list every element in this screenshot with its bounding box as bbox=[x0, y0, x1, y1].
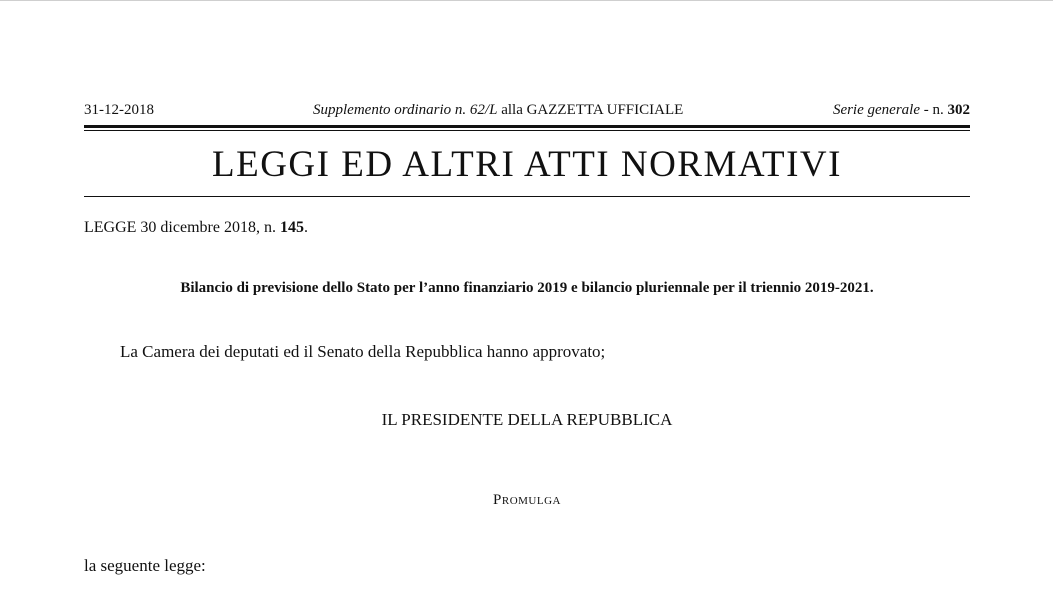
header-supplement: Supplemento ordinario n. 62/L bbox=[313, 102, 498, 118]
promulga-heading: Promulga bbox=[493, 492, 561, 508]
president-heading: IL PRESIDENTE DELLA REPUBBLICA bbox=[381, 410, 673, 429]
section-rule bbox=[84, 196, 970, 197]
section-title: LEGGI ED ALTRI ATTI NORMATIVI bbox=[212, 144, 842, 185]
header-rule-thick bbox=[84, 125, 970, 128]
header-publication bbox=[313, 102, 683, 119]
header-series-number: 302 bbox=[947, 102, 970, 118]
header-series-sep: - n. bbox=[920, 102, 948, 118]
law-reference bbox=[84, 219, 308, 237]
header-date: 31-12-2018 bbox=[84, 102, 154, 118]
running-header bbox=[84, 102, 970, 122]
preamble-text: La Camera dei deputati ed il Senato della Repubblica hanno approvato; bbox=[120, 342, 606, 361]
law-ref-number: 145 bbox=[279, 219, 304, 236]
law-title: Bilancio di previsione dello Stato per l’anno finanziario 2019 e bilancio pluriennale per il triennio 2019-2021. bbox=[180, 280, 874, 296]
header-series bbox=[833, 102, 970, 119]
header-rule-thin bbox=[84, 130, 970, 131]
page-top-border bbox=[0, 0, 1053, 1]
law-ref-suffix: . bbox=[303, 219, 308, 236]
header-series-label: Serie generale bbox=[832, 102, 920, 118]
law-ref-prefix: LEGGE 30 dicembre 2018, n. bbox=[84, 219, 280, 236]
header-gazette: alla GAZZETTA UFFICIALE bbox=[497, 102, 684, 118]
closing-text: la seguente legge: bbox=[84, 556, 206, 575]
